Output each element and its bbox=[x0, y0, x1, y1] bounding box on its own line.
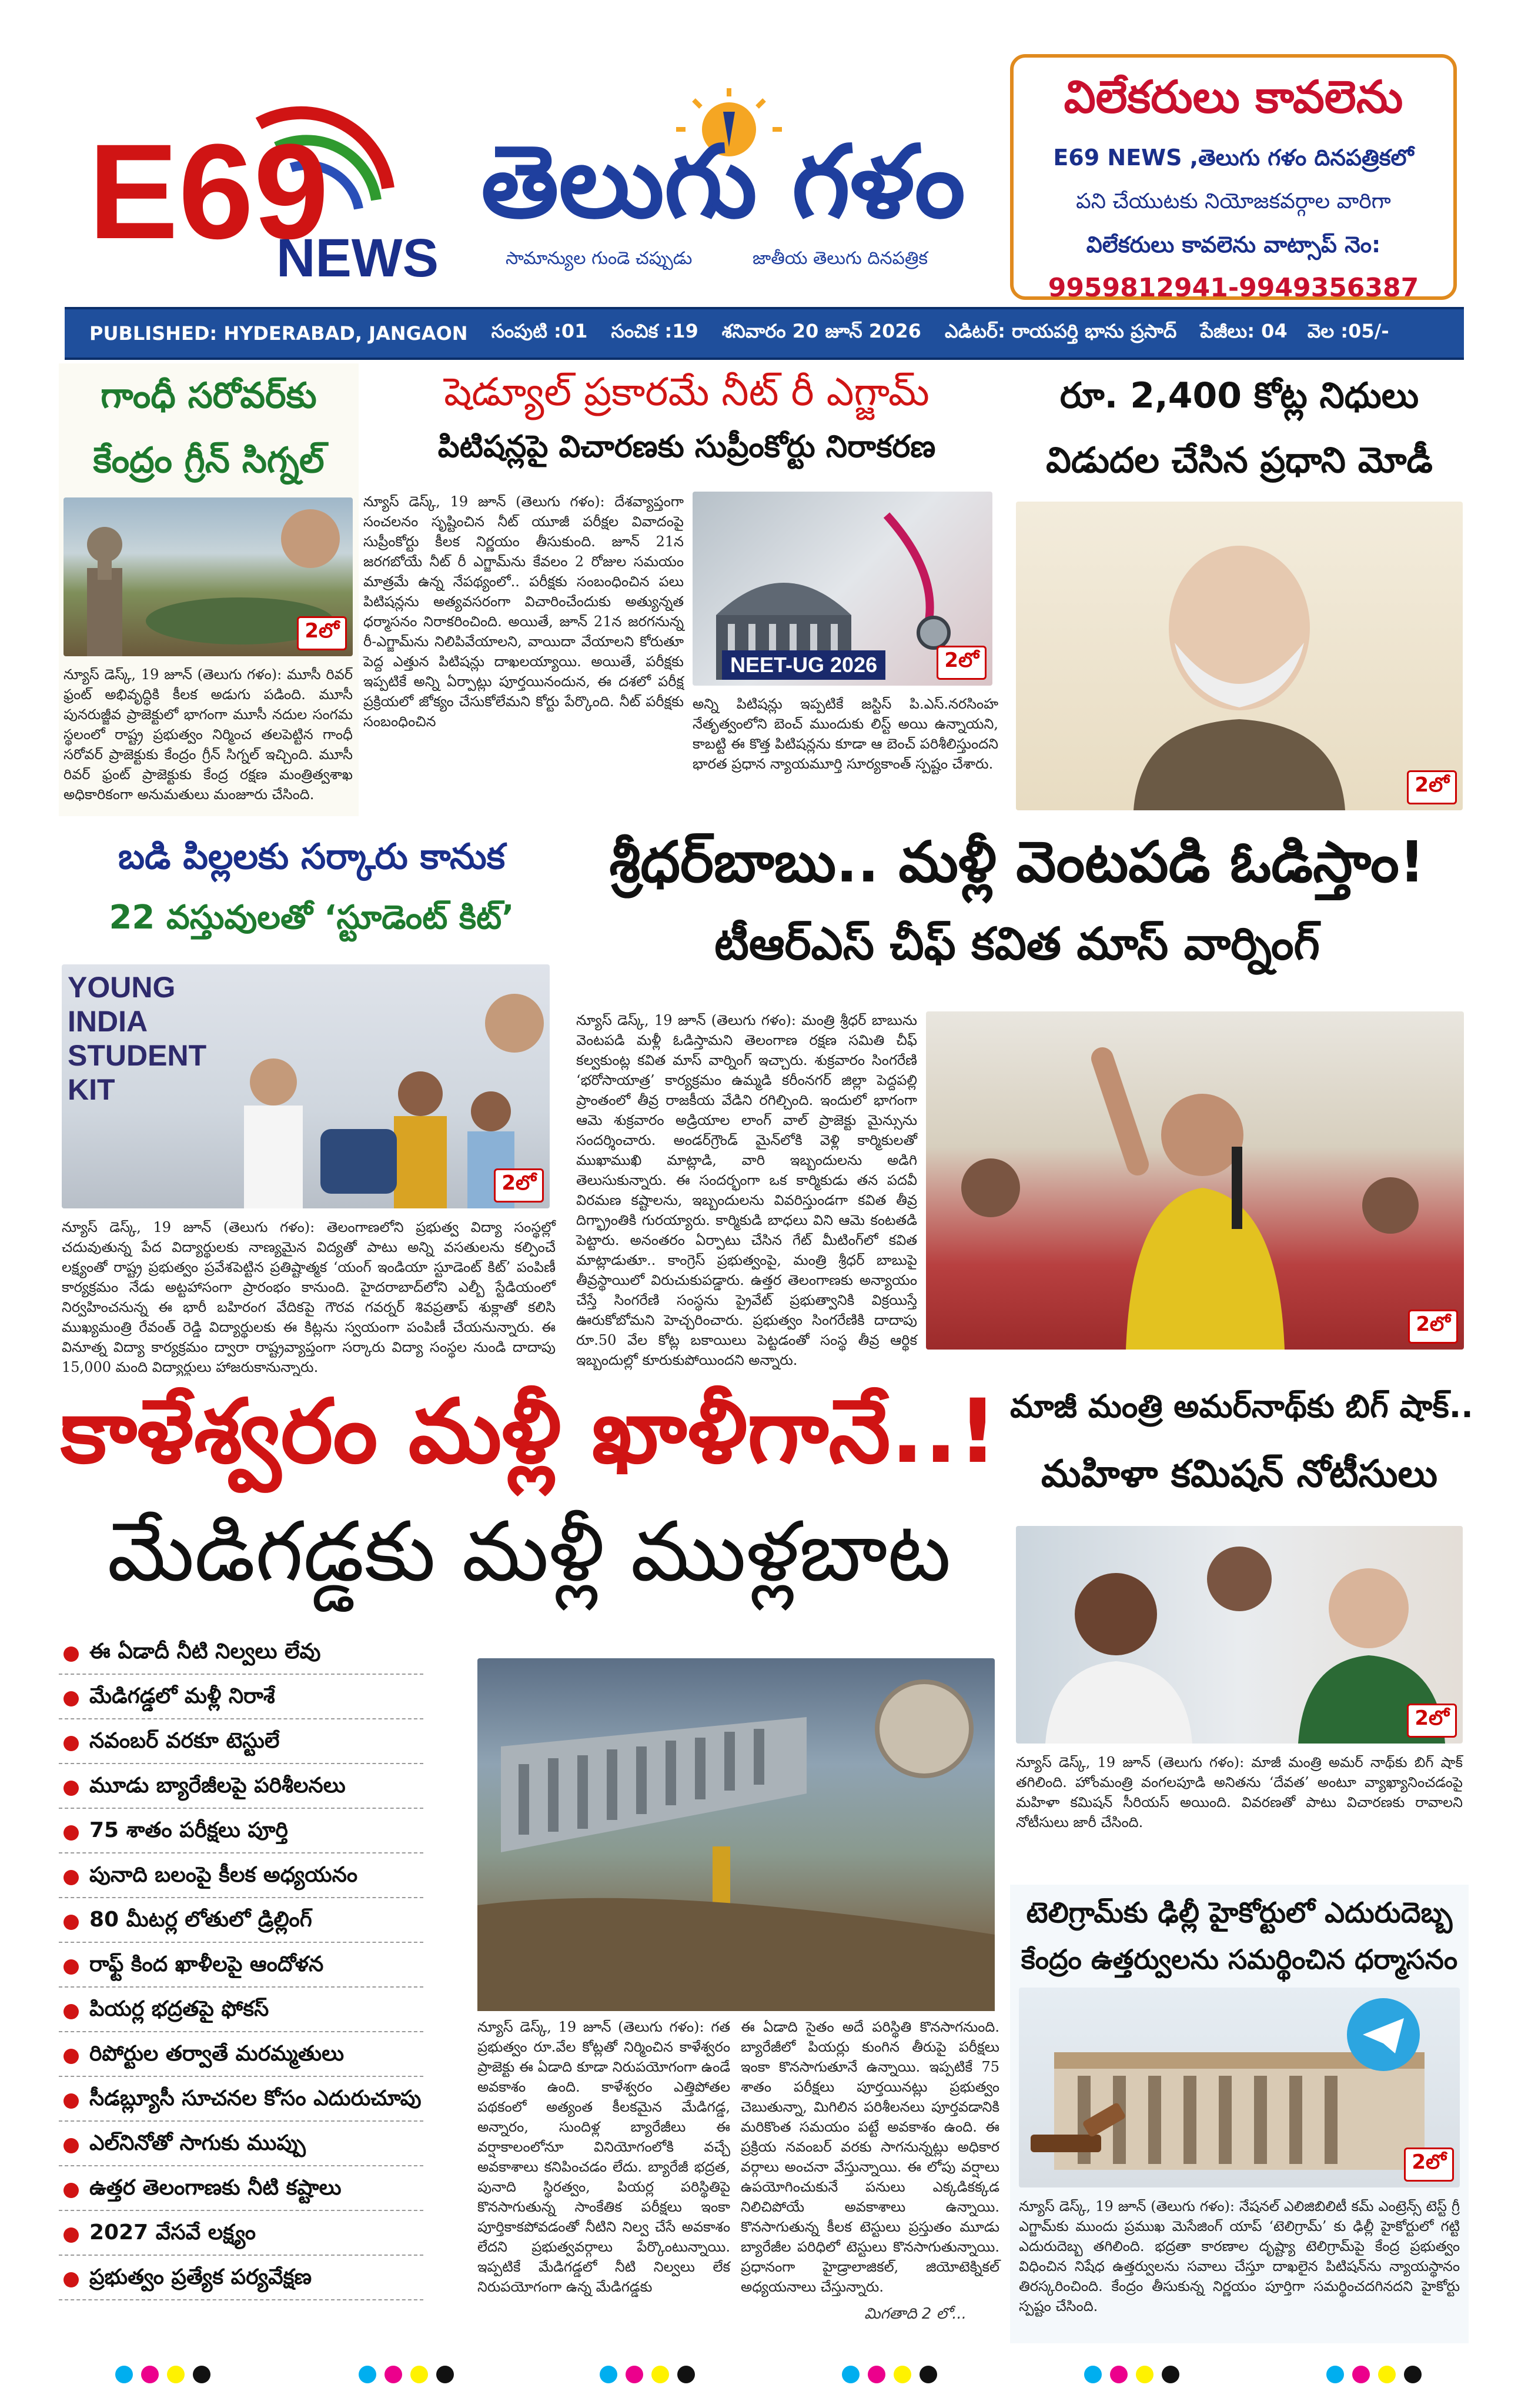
reporters-wanted-ad bbox=[1010, 54, 1457, 303]
registration-marks bbox=[1084, 2366, 1179, 2383]
amarnath-photo bbox=[1016, 1526, 1463, 1744]
info-bar bbox=[65, 307, 1464, 360]
page-2-tag: 2లో bbox=[937, 646, 987, 680]
kavitha-headline-2: టీఆర్ఎస్ చీఫ్ కవిత మాస్ వార్నింగ్ bbox=[714, 917, 1320, 970]
bullet-dot-icon bbox=[63, 2049, 79, 2064]
page-2-tag: 2లో bbox=[297, 616, 347, 650]
telegram-headline-2: కేంద్రం ఉత్తర్వులను సమర్థించిన ధర్మాసనం bbox=[1021, 1943, 1458, 1975]
people-icon bbox=[62, 964, 550, 1208]
story-telegram bbox=[1010, 1885, 1469, 2343]
kit-image-label: YOUNG INDIA STUDENT KIT bbox=[68, 971, 207, 1106]
cyan-dot-icon bbox=[842, 2366, 860, 2383]
story-neet bbox=[363, 363, 1010, 816]
story-amarnath bbox=[1010, 1376, 1473, 1876]
black-dot-icon bbox=[1404, 2366, 1422, 2383]
ad-title: విలేకరులు కావలెను bbox=[1064, 71, 1403, 123]
magenta-dot-icon bbox=[1110, 2366, 1128, 2383]
logo-tagline-right: జాతీయ తెలుగు దినపత్రిక bbox=[753, 248, 928, 269]
svg-text:NEWS: NEWS bbox=[276, 228, 439, 288]
kit-headline-2: 22 వస్తువులతో ‘స్టూడెంట్ కిట్’ bbox=[109, 899, 514, 937]
person-icon bbox=[1016, 502, 1463, 810]
bullet-dot-icon bbox=[63, 2272, 79, 2287]
page-2-tag: 2లో bbox=[1407, 770, 1457, 804]
bullet-dot-icon bbox=[63, 1646, 79, 1662]
bullet-item: 80 మీటర్ల లోతులో డ్రిల్లింగ్ bbox=[59, 1903, 423, 1943]
kaleshwaram-headline-1: కాళేశ్వరం మళ్లీ ఖాళీగానే..! bbox=[60, 1381, 998, 1483]
magenta-dot-icon bbox=[626, 2366, 643, 2383]
registration-marks bbox=[1326, 2366, 1422, 2383]
magenta-dot-icon bbox=[868, 2366, 885, 2383]
neet-body-right: అన్ని పిటిషన్లు ఇప్పటికే జస్టిస్ పి.ఎస్.నరసింహ నేతృత్వంలోని బెంచ్ ముందుకు లిస్ట్ అయి ఉన్నాయని, కాబట్టి ఈ కొత్త పిటిషన్లను కూడా ఆ బెంచ్ పరిశీలిస్తుందని భారత ప్రధాన న్యాయమూర్తి సూర్యకాంత్ స్పష్టం చేశారు. bbox=[693, 696, 998, 772]
kavitha-photo bbox=[926, 1011, 1464, 1350]
logo-tagline-left: సామాన్యుల గుండె చప్పుడు bbox=[506, 248, 693, 269]
telegram-body: న్యూస్ డెస్క్, 19 జూన్ (తెలుగు గళం): నేషనల్ ఎలిజిబిలిటీ కమ్ ఎంట్రెన్స్ టెస్ట్ గ్రీ ఎగ్జామ్‌కు ముందు ప్రముఖ మెసేజింగ్ యాప్ ‘టెలిగ్రామ్’ కు ఢిల్లీ హైకోర్టులో గట్టి ఎదురుదెబ్బ తగిలింది. భద్రతా కారణాల దృష్ట్యా టెలిగ్రామ్‌పై కేంద్ర ప్రభుత్వం విధించిన నిషేధ ఉత్తర్వులను సవాలు చేస్తూ దాఖలైన పిటిషన్‌ను న్యాయస్థానం తిరస్కరించింది. కేంద్రం తీసుకున్న నిర్ణయం పూర్తిగా సమర్థించదగినదని హైకోర్టు స్పష్టం చేసింది. bbox=[1019, 2198, 1460, 2315]
ad-line2: పని చేయుటకు నియోజకవర్గాల వారిగా bbox=[1076, 189, 1391, 213]
telegram-headline-1: టెలిగ్రామ్‌కు ఢిల్లీ హైకోర్టులో ఎదురుదెబ్బ bbox=[1026, 1896, 1453, 1929]
barrage-icon bbox=[477, 1658, 995, 2011]
bullet-dot-icon bbox=[63, 1915, 79, 1930]
cyan-dot-icon bbox=[359, 2366, 376, 2383]
cyan-dot-icon bbox=[600, 2366, 617, 2383]
persons-icon bbox=[1016, 1526, 1463, 1744]
yellow-dot-icon bbox=[894, 2366, 911, 2383]
black-dot-icon bbox=[920, 2366, 937, 2383]
yellow-dot-icon bbox=[410, 2366, 428, 2383]
info-date: శనివారం 20 జూన్ 2026 bbox=[721, 320, 921, 342]
cyan-dot-icon bbox=[1326, 2366, 1344, 2383]
gandhi-body: న్యూస్ డెస్క్, 19 జూన్ (తెలుగు గళం): మూసీ రివర్ ఫ్రంట్ అభివృద్ధికి కీలక అడుగు పడింది. మూసీ పునరుజ్జీవ ప్రాజెక్టులో భాగంగా మూసీ నదుల సంగమ స్థలంలో రాష్ట్ర ప్రభుత్వం నిర్మించ తలపెట్టిన గాంధీ సరోవర్ ప్రాజెక్టుకు కేంద్రం గ్రీన్ సిగ్నల్ ఇచ్చింది. మూసీ రివర్ ఫ్రంట్ ప్రాజెక్టుకు కేంద్ర రక్షణ మంత్రిత్వశాఖ అధికారికంగా అనుమతులు మంజూరు చేసింది. bbox=[63, 666, 353, 803]
bullet-dot-icon bbox=[63, 1736, 79, 1751]
bullet-dot-icon bbox=[63, 2227, 79, 2243]
black-dot-icon bbox=[436, 2366, 454, 2383]
story-student-kit bbox=[59, 829, 564, 1375]
amarnath-headline-2: మహిళా కమిషన్ నోటీసులు bbox=[1041, 1452, 1438, 1496]
barrage-photo bbox=[477, 1658, 995, 2011]
kit-body: న్యూస్ డెస్క్, 19 జూన్ (తెలుగు గళం): తెలంగాణలోని ప్రభుత్వ విద్యా సంస్థల్లో చదువుతున్న పేద విద్యార్థులకు నాణ్యమైన విద్యతో పాటు అన్ని వసతులను కల్పించే లక్ష్యంతో రాష్ట్ర ప్రభుత్వం ప్రవేశపెట్టిన ప్రతిష్టాత్మక ‘యంగ్ ఇండియా స్టూడెంట్ కిట్’ పంపిణీ కార్యక్రమం నేడు అట్టహాసంగా ప్రారంభం కానుంది. హైదరాబాద్‌లోని ఎల్బీ స్టేడియంలో నిర్వహించనున్న ఈ భారీ బహిరంగ వేదికపై గౌరవ గవర్నర్ శివప్రతాప్ శుక్లాతో కలిసి ముఖ్యమంత్రి రేవంత్ రెడ్డి విద్యార్థులకు ఈ కిట్లను స్వయంగా పంపిణీ చేయనున్నారు. ఈ వినూత్న విద్యా కార్యక్రమం ద్వారా రాష్ట్రవ్యాప్తంగా సర్కారు విద్యా సంస్థల నుండి దాదాపు 15,000 మంది విద్యార్థులు హాజరుకానున్నారు. bbox=[62, 1219, 556, 1375]
black-dot-icon bbox=[193, 2366, 210, 2383]
kaleshwaram-body-right: ఈ ఏడాది సైతం అదే పరిస్థితి కొనసాగనుంది. బ్యారేజీలో పియర్లు కుంగిన తీరుపై పరీక్షలు ఇంకా కొనసాగుతూనే ఉన్నాయి. ఇప్పటికే 75 శాతం పరీక్షలు పూర్తయినట్లు ప్రభుత్వం చెబుతున్నా, మిగిలిన పరిశీలనలు పూర్తవడానికి మరికొంత సమయం పట్టే అవకాశం ఉంది. ఈ ప్రక్రియ నవంబర్ వరకు సాగనున్నట్లు అధికార వర్గాలు అంచనా వేస్తున్నాయి. ఈ లోపు వర్షాలు ఉపయోగించుకునే పనులు ఎక్కడికక్కడ నిలిచిపోయే అవకాశాలు ఉన్నాయి. కొనసాగుతున్న కీలక టెస్టులు ప్రస్తుతం మూడు బ్యారేజీల పరిధిలో టెస్టులు కొనసాగుతున్నాయి. ప్రధానంగా హైడ్రాలాజికల్, జియోటెక్నికల్ అధ్యయనాలు చేస్తున్నారు. bbox=[741, 2019, 999, 2295]
student-kit-photo bbox=[62, 964, 550, 1208]
kaleshwaram-body-left: న్యూస్ డెస్క్, 19 జూన్ (తెలుగు గళం): గత ప్రభుత్వం రూ.వేల కోట్లతో నిర్మించిన కాళేశ్వరం ప్రాజెక్టు ఈ ఏడాది కూడా నిరుపయోగంగా ఉండే అవకాశం ఉంది. కాళేశ్వరం ఎత్తిపోతల పథకంలో అత్యంత కీలకమైన మేడిగడ్డ, అన్నారం, సుందిళ్ల బ్యారేజీలు ఈ వర్షాకాలంలోనూ వినియోగంలోకి వచ్చే అవకాశాలు కనిపించడం లేదు. బ్యారేజీ భద్రత, పునాది స్థిరత్వం, పియర్ల పరిస్థితిపై కొనసాగుతున్న సాంకేతిక పరీక్షలు ఇంకా పూర్తికాకపోవడంతో నీటిని నిల్వ చేసే అవకాశం లేదని ప్రభుత్వవర్గాలు పేర్కొంటున్నాయి. ఇప్పటికే మేడిగడ్డలో నీటి నిల్వలు లేక నిరుపయోగంగా ఉన్న మేడిగడ్డకు bbox=[477, 2019, 730, 2295]
black-dot-icon bbox=[1162, 2366, 1179, 2383]
bullet-item: పునాది బలంపై కీలక అధ్యయనం bbox=[59, 1858, 423, 1898]
story-modi bbox=[1010, 363, 1469, 816]
bullet-item: రిపోర్టుల తర్వాతే మరమ్మతులు bbox=[59, 2037, 423, 2077]
modi-headline-2: విడుదల చేసిన ప్రధాని మోడీ bbox=[1046, 440, 1433, 481]
bullet-item: నవంబర్ వరకూ టెస్టులే bbox=[59, 1724, 423, 1764]
bullet-item: మూడు బ్యారేజీలపై పరిశీలనలు bbox=[59, 1769, 423, 1809]
e69-news-logo bbox=[82, 82, 441, 294]
bullet-item: ఈ ఏడాదీ నీటి నిల్వలు లేవు bbox=[59, 1635, 423, 1675]
bullet-item: మేడిగడ్డలో మళ్లీ నిరాశే bbox=[59, 1679, 423, 1719]
neet-headline-2: పిటిషన్లపై విచారణకు సుప్రీంకోర్టు నిరాకరణ bbox=[437, 429, 936, 465]
kavitha-headline-1: శ్రీధర్‌బాబు.. మళ్లీ వెంటపడి ఓడిస్తాం! bbox=[609, 829, 1425, 895]
info-published: PUBLISHED: HYDERABAD, JANGAON bbox=[89, 322, 468, 345]
kaleshwaram-headline-2: మేడిగడ్డకు మళ్లీ ముళ్లబాట bbox=[107, 1504, 951, 1600]
gandhi-headline-1: గాంధీ సరోవర్‌కు bbox=[101, 375, 317, 416]
page-2-tag: 2లో bbox=[494, 1168, 544, 1203]
delhi-high-court-photo bbox=[1019, 1988, 1460, 2187]
story-gandhi-sarovar bbox=[59, 363, 359, 816]
bullet-dot-icon bbox=[63, 2183, 79, 2198]
bullet-item: రాఫ్ట్ కింద ఖాళీలపై ఆందోళన bbox=[59, 1948, 423, 1988]
story-kaleshwaram bbox=[59, 1376, 999, 2334]
bullet-dot-icon bbox=[63, 1959, 79, 1975]
bullet-dot-icon bbox=[63, 2138, 79, 2153]
telugu-galam-logo bbox=[470, 88, 976, 282]
ad-line1: E69 NEWS ,తెలుగు గళం దినపత్రికలో bbox=[1053, 145, 1414, 171]
yellow-dot-icon bbox=[1136, 2366, 1153, 2383]
modi-headline-1: రూ. 2,400 కోట్ల నిధులు bbox=[1059, 375, 1419, 416]
speaker-icon bbox=[926, 1011, 1464, 1350]
bullet-dot-icon bbox=[63, 1781, 79, 1796]
bullet-dot-icon bbox=[63, 1691, 79, 1706]
info-volume: సంపుటి :01 bbox=[491, 320, 588, 342]
yellow-dot-icon bbox=[167, 2366, 185, 2383]
gandhi-statue-photo bbox=[63, 497, 353, 656]
cyan-dot-icon bbox=[1084, 2366, 1102, 2383]
bullet-item: 75 శాతం పరీక్షలు పూర్తి bbox=[59, 1813, 423, 1853]
bullet-item: 2027 వేసవే లక్ష్యం bbox=[59, 2216, 423, 2256]
page-2-tag: 2లో bbox=[1404, 2148, 1454, 2182]
magenta-dot-icon bbox=[141, 2366, 159, 2383]
bullet-item: ప్రభుత్వం ప్రత్యేక పర్యవేక్షణ bbox=[59, 2260, 423, 2300]
registration-marks bbox=[115, 2366, 210, 2383]
story-kavitha bbox=[564, 829, 1470, 1368]
ad-line3: విలేకరులు కావలెను వాట్సాప్ నెం: bbox=[1086, 232, 1381, 258]
continued-note: మిగతాది 2 లో... bbox=[864, 2305, 967, 2323]
bullet-item: ఎల్‌నినోతో సాగుకు ముప్పు bbox=[59, 2126, 423, 2166]
modi-photo bbox=[1016, 502, 1463, 810]
yellow-dot-icon bbox=[651, 2366, 669, 2383]
black-dot-icon bbox=[677, 2366, 695, 2383]
bullet-item: సీడబ్ల్యూసీ సూచనల కోసం ఎదురుచూపు bbox=[59, 2082, 423, 2122]
neet-image-label: NEET-UG 2026 bbox=[722, 650, 885, 680]
bullet-dot-icon bbox=[63, 1825, 79, 1841]
amarnath-body: న్యూస్ డెస్క్, 19 జూన్ (తెలుగు గళం): మాజీ మంత్రి అమర్ నాథ్‌కు బిగ్ షాక్ తగిలింది. హోంమంత్రి వంగలపూడి అనితను ‘దేవత’ అంటూ వ్యాఖ్యానించడంపై మహిళా కమిషన్ సీరియస్ అయింది. వివరణతో పాటు విచారణకు రావాలని నోటీసులు జారీ చేసింది. bbox=[1016, 1754, 1463, 1831]
magenta-dot-icon bbox=[1352, 2366, 1370, 2383]
svg-text:E69: E69 bbox=[88, 116, 329, 267]
bullet-item: ఉత్తర తెలంగాణకు నీటి కష్టాలు bbox=[59, 2171, 423, 2211]
bullet-dot-icon bbox=[63, 1870, 79, 1885]
amarnath-headline-1: మాజీ మంత్రి అమర్‌నాథ్‌కు బిగ్ షాక్.. bbox=[1010, 1388, 1473, 1425]
ad-phones: 9959812941-9949356387 bbox=[1048, 273, 1419, 303]
registration-marks bbox=[600, 2366, 695, 2383]
court-building-icon bbox=[1019, 1988, 1460, 2187]
kaleshwaram-bullets bbox=[59, 1635, 423, 2323]
page-2-tag: 2లో bbox=[1408, 1310, 1458, 1344]
neet-body-left: న్యూస్ డెస్క్, 19 జూన్ (తెలుగు గళం): దేశవ్యాప్తంగా సంచలనం సృష్టించిన నీట్ యూజీ పరీక్షల వివాదంపై సుప్రీంకోర్టు కీలక నిర్ణయం తీసుకుంది. జూన్ 21న జరగబోయే నీట్ రీ ఎగ్జామ్‌ను కేవలం 2 రోజుల సమయం మాత్రమే ఉన్న నేపథ్యంలో.. పరీక్షకు సంబంధించిన పలు పిటిషన్లను అత్యవసరంగా విచారించేందుకు అత్యున్నత ధర్మాసనం నిరాకరించింది. అయితే, జూన్ 21న జరగనున్న రీ-ఎగ్జామ్‌ను నిలిపివేయాలని, వాయిదా వేయాలని కోరుతూ పెద్ద ఎత్తున పిటిషన్లు దాఖలయ్యాయి. అయితే, పరీక్షకు ఇప్పటికే అన్ని ఏర్పాట్లు పూర్తయినందున, ఈ దశలో పరీక్ష ప్రక్రియలో జోక్యం చేసుకోలేమని కోర్టు పేర్కొంది. నీట్ పరీక్షకు సంబంధించిన bbox=[363, 493, 684, 730]
registration-marks bbox=[842, 2366, 937, 2383]
registration-marks bbox=[359, 2366, 454, 2383]
neet-supreme-court-photo bbox=[693, 492, 992, 686]
bullet-item: పియర్ల భద్రతపై ఫోకస్ bbox=[59, 1992, 423, 2032]
info-pages: పేజీలు: 04 bbox=[1200, 320, 1288, 342]
gandhi-headline-2: కేంద్రం గ్రీన్ సిగ్నల్ bbox=[93, 440, 325, 481]
kavitha-body: న్యూస్ డెస్క్, 19 జూన్ (తెలుగు గళం): మంత్రి శ్రీధర్ బాబును వెంటపడి మళ్లీ ఓడిస్తామని తెలంగాణ రక్షణ సమితి చీఫ్ కల్వకుంట్ల కవిత మాస్ వార్నింగ్ ఇచ్చారు. శుక్రవారం సింగరేణి ‘భరోసాయాత్ర’ కార్యక్రమం ఉమ్మడి కరీంనగర్ జిల్లా పెద్దపల్లి ప్రాంతంలో తీవ్ర రాజకీయ వేడిని రగిల్చింది. ఇందులో భాగంగా ఆమె శుక్రవారం అడ్రియాల లాంగ్ వాల్ ప్రాజెక్టు మైన్సును సందర్శించారు. అండర్‌గ్రౌండ్ మైన్‌లోకి వెళ్లి కార్మికులతో ముఖాముఖి మాట్లాడి, వారి ఇబ్బందులను అడిగి తెలుసుకున్నారు. ఈ సందర్భంగా ఒక కార్మికుడు తన పదవీ విరమణ కష్టాలను, ఇబ్బందులను వివరిస్తుండగా కవిత తీవ్ర దిగ్భ్రాంతికి గురయ్యారు. కార్మికుడి బాధలు విని ఆమె కంటతడి పెట్టారు. అనంతరం ఏర్పాటు చేసిన గేట్ మీటింగ్‌లో కవిత మాట్లాడుతూ.. కాంగ్రెస్ ప్రభుత్వంపై, మంత్రి శ్రీధర్ బాబుపై తీవ్రస్థాయిలో విరుచుకుపడ్డారు. ఉత్తర తెలంగాణకు అన్యాయం చేస్తే సింగరేణి సంస్థను ప్రైవేట్ ప్రభుత్వానికి విక్రయిస్తే ఊరుకోబోమని హెచ్చరించారు. ప్రభుత్వం సింగరేణికి దాదాపు రూ.50 వేల కోట్ల బకాయిలు పెట్టడంతో సంస్థ తీవ్ర ఆర్థిక ఇబ్బందుల్లో కూరుకుపోయిందని అన్నారు. bbox=[576, 1012, 917, 1368]
page-2-tag: 2లో bbox=[1407, 1704, 1457, 1738]
info-editor: ఎడిటర్: రాయపర్తి భాను ప్రసాద్ bbox=[944, 320, 1177, 342]
bullet-dot-icon bbox=[63, 2093, 79, 2109]
neet-headline-1: షెడ్యూల్ ప్రకారమే నీట్ రీ ఎగ్జామ్ bbox=[444, 369, 929, 415]
logo-title: తెలుగు గళం bbox=[481, 124, 965, 241]
bullet-dot-icon bbox=[63, 2004, 79, 2019]
cyan-dot-icon bbox=[115, 2366, 133, 2383]
info-issue: సంచిక :19 bbox=[611, 320, 698, 342]
magenta-dot-icon bbox=[384, 2366, 402, 2383]
yellow-dot-icon bbox=[1378, 2366, 1396, 2383]
info-price: వెల :05/- bbox=[1307, 320, 1389, 342]
kit-headline-1: బడి పిల్లలకు సర్కారు కానుక bbox=[118, 836, 506, 877]
